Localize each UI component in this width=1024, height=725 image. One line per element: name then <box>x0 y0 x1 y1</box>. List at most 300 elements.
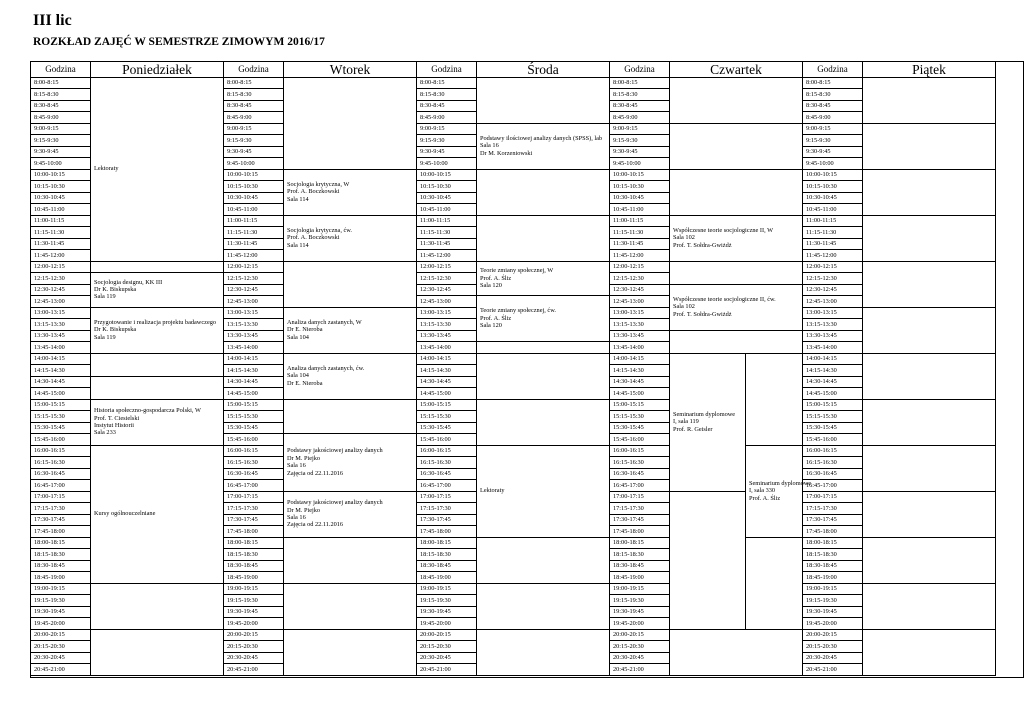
time-slot: 12:00-12:15 <box>417 262 477 274</box>
time-slot: 10:30-10:45 <box>803 193 863 205</box>
time-slot: 9:15-9:30 <box>803 135 863 147</box>
time-slot: 8:45-9:00 <box>417 112 477 124</box>
event-line: Prof. A. Śliz <box>480 314 512 322</box>
time-slot: 10:30-10:45 <box>224 193 284 205</box>
time-slot: 10:45-11:00 <box>224 204 284 216</box>
time-slot: 11:45-12:00 <box>610 250 670 262</box>
empty-block <box>284 262 417 308</box>
time-slot: 8:30-8:45 <box>417 101 477 113</box>
time-slot: 9:45-10:00 <box>610 158 670 170</box>
time-slot: 13:30-13:45 <box>224 331 284 343</box>
time-slot: 11:30-11:45 <box>417 239 477 251</box>
time-slot: 10:00-10:15 <box>417 170 477 182</box>
time-slot: 18:30-18:45 <box>803 561 863 573</box>
event-line: Sala 114 <box>287 241 309 249</box>
event-line: Podstawy jakościowej analizy danych <box>287 447 383 455</box>
time-slot: 9:00-9:15 <box>803 124 863 136</box>
time-slot: 17:45-18:00 <box>417 526 477 538</box>
day-header: Środa <box>477 62 610 78</box>
time-slot: 13:00-13:15 <box>224 308 284 320</box>
empty-block <box>670 170 803 216</box>
time-slot: 13:30-13:45 <box>31 331 91 343</box>
event-block <box>746 446 812 538</box>
time-slot: 12:45-13:00 <box>803 296 863 308</box>
time-column-header: Godzina <box>31 62 91 78</box>
time-slot: 11:30-11:45 <box>610 239 670 251</box>
time-slot: 9:15-9:30 <box>31 135 91 147</box>
event-line: Dr E. Nieroba <box>287 379 323 387</box>
event-block <box>477 124 610 170</box>
empty-block <box>284 630 417 676</box>
time-slot: 11:15-11:30 <box>31 227 91 239</box>
time-slot: 8:15-8:30 <box>610 89 670 101</box>
time-slot: 11:30-11:45 <box>224 239 284 251</box>
event-line: Prof. T. Sołdra-Gwiżdż <box>673 241 732 249</box>
time-slot: 11:30-11:45 <box>31 239 91 251</box>
time-slot: 13:45-14:00 <box>803 342 863 354</box>
event-block <box>284 216 417 262</box>
time-slot: 14:15-14:30 <box>803 365 863 377</box>
time-slot: 14:45-15:00 <box>31 388 91 400</box>
time-slot: 9:30-9:45 <box>610 147 670 159</box>
time-slot: 20:15-20:30 <box>417 641 477 653</box>
time-slot: 12:15-12:30 <box>417 273 477 285</box>
time-slot: 19:15-19:30 <box>803 595 863 607</box>
event-block <box>477 296 610 342</box>
time-slot: 14:30-14:45 <box>31 377 91 389</box>
time-slot: 14:30-14:45 <box>417 377 477 389</box>
time-slot: 13:30-13:45 <box>610 331 670 343</box>
event-line: Zajęcia od 22.11.2016 <box>287 469 344 477</box>
time-slot: 15:30-15:45 <box>224 423 284 435</box>
empty-block <box>670 630 803 676</box>
time-slot: 12:00-12:15 <box>224 262 284 274</box>
event-block <box>91 446 224 584</box>
event-line: Zajęcia od 22.11.2016 <box>287 521 344 529</box>
time-column-header: Godzina <box>417 62 477 78</box>
time-slot: 10:30-10:45 <box>610 193 670 205</box>
empty-block <box>863 630 996 676</box>
time-slot: 17:30-17:45 <box>31 515 91 527</box>
event-line: Dr K. Biskupska <box>94 286 137 294</box>
time-slot: 12:00-12:15 <box>31 262 91 274</box>
time-slot: 20:45-21:00 <box>417 664 477 676</box>
time-slot: 9:45-10:00 <box>417 158 477 170</box>
time-slot: 18:00-18:15 <box>803 538 863 550</box>
time-slot: 15:45-16:00 <box>31 434 91 446</box>
time-slot: 11:00-11:15 <box>31 216 91 228</box>
page-title: III lic <box>33 12 72 29</box>
time-slot: 16:15-16:30 <box>417 457 477 469</box>
time-slot: 18:00-18:15 <box>417 538 477 550</box>
time-slot: 14:30-14:45 <box>803 377 863 389</box>
time-slot: 14:45-15:00 <box>803 388 863 400</box>
event-line: Dr M. Piejko <box>287 454 321 462</box>
event-line: Instytut Historii <box>94 422 135 429</box>
time-slot: 8:00-8:15 <box>31 78 91 90</box>
time-slot: 20:45-21:00 <box>610 664 670 676</box>
time-slot: 13:15-13:30 <box>31 319 91 331</box>
empty-block <box>863 78 996 124</box>
event-line: Sala 119 <box>94 293 116 301</box>
time-slot: 19:15-19:30 <box>417 595 477 607</box>
page-subtitle: ROZKŁAD ZAJĘĆ W SEMESTRZE ZIMOWYM 2016/17 <box>33 36 325 48</box>
time-slot: 19:30-19:45 <box>224 607 284 619</box>
time-slot: 16:00-16:15 <box>610 446 670 458</box>
time-slot: 12:15-12:30 <box>31 273 91 285</box>
time-slot: 17:00-17:15 <box>417 492 477 504</box>
empty-block <box>670 262 803 285</box>
time-slot: 16:45-17:00 <box>417 480 477 492</box>
empty-block <box>477 342 610 354</box>
event-line: Socjologia designu, KK III <box>94 278 163 286</box>
time-slot: 8:30-8:45 <box>803 101 863 113</box>
time-slot: 13:15-13:30 <box>417 319 477 331</box>
time-slot: 19:00-19:15 <box>31 584 91 596</box>
time-slot: 9:00-9:15 <box>610 124 670 136</box>
time-slot: 15:00-15:15 <box>803 400 863 412</box>
time-slot: 10:00-10:15 <box>224 170 284 182</box>
time-slot: 15:00-15:15 <box>417 400 477 412</box>
time-slot: 16:00-16:15 <box>224 446 284 458</box>
event-block <box>284 354 417 400</box>
time-slot: 16:30-16:45 <box>610 469 670 481</box>
empty-block <box>91 354 224 377</box>
time-slot: 12:45-13:00 <box>31 296 91 308</box>
time-slot: 9:00-9:15 <box>31 124 91 136</box>
time-slot: 8:15-8:30 <box>31 89 91 101</box>
time-slot: 10:15-10:30 <box>31 181 91 193</box>
time-slot: 10:45-11:00 <box>31 204 91 216</box>
time-slot: 12:15-12:30 <box>610 273 670 285</box>
time-slot: 13:45-14:00 <box>31 342 91 354</box>
event-line: Dr K. Biskupska <box>94 326 137 334</box>
time-slot: 19:45-20:00 <box>610 618 670 630</box>
event-block <box>670 285 803 331</box>
event-line: Seminarium dyplomowe <box>673 410 736 418</box>
time-slot: 19:30-19:45 <box>31 607 91 619</box>
event-block <box>91 78 224 262</box>
time-slot: 8:30-8:45 <box>610 101 670 113</box>
event-line: Lektoraty <box>480 487 505 495</box>
event-line: I, sala 119 <box>673 418 699 426</box>
time-slot: 17:00-17:15 <box>803 492 863 504</box>
time-slot: 20:15-20:30 <box>31 641 91 653</box>
time-slot: 12:45-13:00 <box>610 296 670 308</box>
empty-block <box>477 584 610 630</box>
time-slot: 10:45-11:00 <box>803 204 863 216</box>
time-slot: 20:15-20:30 <box>803 641 863 653</box>
time-slot: 10:15-10:30 <box>803 181 863 193</box>
time-slot: 9:30-9:45 <box>803 147 863 159</box>
time-slot: 18:45-19:00 <box>224 572 284 584</box>
time-slot: 16:00-16:15 <box>417 446 477 458</box>
empty-block <box>477 538 610 584</box>
time-slot: 9:15-9:30 <box>417 135 477 147</box>
time-slot: 12:30-12:45 <box>417 285 477 297</box>
time-slot: 11:00-11:15 <box>610 216 670 228</box>
empty-block <box>91 630 224 676</box>
time-slot: 9:30-9:45 <box>417 147 477 159</box>
time-slot: 10:00-10:15 <box>803 170 863 182</box>
event-block <box>284 170 417 216</box>
time-slot: 15:45-16:00 <box>610 434 670 446</box>
event-line: Lektoraty <box>94 165 119 173</box>
time-slot: 8:30-8:45 <box>224 101 284 113</box>
time-slot: 17:00-17:15 <box>224 492 284 504</box>
empty-block <box>477 170 610 216</box>
empty-block <box>477 78 610 124</box>
empty-block <box>863 262 996 308</box>
time-slot: 14:45-15:00 <box>610 388 670 400</box>
event-block <box>284 308 417 354</box>
time-slot: 11:45-12:00 <box>803 250 863 262</box>
empty-block <box>284 78 417 170</box>
empty-block <box>863 492 996 538</box>
time-slot: 17:15-17:30 <box>610 503 670 515</box>
time-slot: 20:00-20:15 <box>803 630 863 642</box>
time-slot: 14:15-14:30 <box>610 365 670 377</box>
time-slot: 12:30-12:45 <box>610 285 670 297</box>
time-slot: 10:30-10:45 <box>31 193 91 205</box>
time-slot: 8:45-9:00 <box>803 112 863 124</box>
time-slot: 8:00-8:15 <box>417 78 477 90</box>
empty-block <box>863 584 996 630</box>
time-slot: 18:15-18:30 <box>803 549 863 561</box>
time-slot: 16:15-16:30 <box>224 457 284 469</box>
time-slot: 8:15-8:30 <box>417 89 477 101</box>
event-line: I, sala 330 <box>749 487 776 495</box>
event-line: Prof. R. Geisler <box>673 425 713 433</box>
event-line: Podstawy jakościowej analizy danych <box>287 499 383 507</box>
time-slot: 15:15-15:30 <box>224 411 284 423</box>
time-slot: 20:00-20:15 <box>610 630 670 642</box>
event-line: Socjologia krytyczna, W <box>287 180 350 188</box>
time-slot: 9:45-10:00 <box>224 158 284 170</box>
time-slot: 12:00-12:15 <box>610 262 670 274</box>
event-block <box>284 492 417 538</box>
time-slot: 15:30-15:45 <box>417 423 477 435</box>
event-line: Historia społeczno-gospodarcza Polski, W <box>94 407 201 415</box>
event-line: Sala 16 <box>287 514 306 521</box>
time-slot: 17:30-17:45 <box>803 515 863 527</box>
event-line: Sala 104 <box>287 333 309 341</box>
time-slot: 11:00-11:15 <box>803 216 863 228</box>
event-line: Dr M. Korzeniowski <box>480 149 533 157</box>
time-slot: 13:00-13:15 <box>417 308 477 320</box>
time-slot: 8:45-9:00 <box>31 112 91 124</box>
time-slot: 10:15-10:30 <box>610 181 670 193</box>
time-column-header: Godzina <box>224 62 284 78</box>
time-slot: 16:00-16:15 <box>803 446 863 458</box>
time-slot: 9:30-9:45 <box>31 147 91 159</box>
time-slot: 15:15-15:30 <box>31 411 91 423</box>
time-slot: 8:00-8:15 <box>610 78 670 90</box>
time-slot: 14:45-15:00 <box>417 388 477 400</box>
time-slot: 18:00-18:15 <box>610 538 670 550</box>
time-slot: 15:45-16:00 <box>803 434 863 446</box>
event-line: Przygotowanie i realizacja projektu badawczego <box>94 318 217 326</box>
time-slot: 18:30-18:45 <box>417 561 477 573</box>
event-line: Prof. A. Boczkowski <box>287 188 340 196</box>
empty-block <box>863 308 996 354</box>
time-slot: 19:30-19:45 <box>610 607 670 619</box>
time-slot: 19:00-19:15 <box>224 584 284 596</box>
time-slot: 15:30-15:45 <box>31 423 91 435</box>
time-slot: 14:30-14:45 <box>610 377 670 389</box>
time-slot: 10:00-10:15 <box>31 170 91 182</box>
empty-block <box>670 492 746 630</box>
time-slot: 13:30-13:45 <box>417 331 477 343</box>
event-block <box>670 216 803 262</box>
time-slot: 9:15-9:30 <box>224 135 284 147</box>
event-line: Sala 104 <box>287 372 309 380</box>
time-slot: 18:45-19:00 <box>803 572 863 584</box>
time-slot: 11:45-12:00 <box>417 250 477 262</box>
event-line: Podstawy ilościowej analizy danych (SPSS), lab <box>480 134 603 142</box>
empty-block <box>477 216 610 262</box>
time-slot: 18:30-18:45 <box>224 561 284 573</box>
time-slot: 12:00-12:15 <box>803 262 863 274</box>
time-slot: 13:45-14:00 <box>610 342 670 354</box>
time-slot: 14:00-14:15 <box>803 354 863 366</box>
time-slot: 15:15-15:30 <box>417 411 477 423</box>
event-line: Teorie zmiany społecznej, ćw. <box>480 307 556 315</box>
event-line: Sala 102 <box>673 234 695 242</box>
time-slot: 11:45-12:00 <box>31 250 91 262</box>
day-header: Poniedziałek <box>91 62 224 78</box>
empty-block <box>91 262 224 274</box>
event-line: Sala 16 <box>287 462 306 470</box>
time-slot: 20:30-20:45 <box>803 653 863 665</box>
empty-block <box>863 354 996 400</box>
time-slot: 17:15-17:30 <box>417 503 477 515</box>
time-slot: 8:00-8:15 <box>224 78 284 90</box>
empty-block <box>670 331 803 354</box>
time-slot: 16:45-17:00 <box>224 480 284 492</box>
time-slot: 12:30-12:45 <box>803 285 863 297</box>
empty-block <box>863 124 996 170</box>
time-slot: 20:00-20:15 <box>224 630 284 642</box>
event-line: Sala 120 <box>480 281 502 289</box>
time-slot: 10:00-10:15 <box>610 170 670 182</box>
time-slot: 13:45-14:00 <box>417 342 477 354</box>
empty-block <box>284 584 417 630</box>
event-line: Prof. T. Sołdra-Gwiżdż <box>673 310 732 318</box>
time-slot: 14:00-14:15 <box>31 354 91 366</box>
time-slot: 15:45-16:00 <box>417 434 477 446</box>
time-slot: 11:45-12:00 <box>224 250 284 262</box>
time-slot: 9:45-10:00 <box>803 158 863 170</box>
time-slot: 11:00-11:15 <box>417 216 477 228</box>
time-slot: 19:00-19:15 <box>417 584 477 596</box>
time-slot: 14:15-14:30 <box>31 365 91 377</box>
time-slot: 16:45-17:00 <box>803 480 863 492</box>
time-slot: 15:45-16:00 <box>224 434 284 446</box>
event-line: Dr M. Piejko <box>287 506 321 514</box>
time-slot: 18:45-19:00 <box>417 572 477 584</box>
time-slot: 16:15-16:30 <box>31 457 91 469</box>
time-slot: 15:30-15:45 <box>610 423 670 435</box>
time-slot: 16:15-16:30 <box>803 457 863 469</box>
time-slot: 16:30-16:45 <box>224 469 284 481</box>
time-slot: 8:30-8:45 <box>31 101 91 113</box>
time-slot: 13:00-13:15 <box>610 308 670 320</box>
time-slot: 12:45-13:00 <box>224 296 284 308</box>
empty-block <box>284 400 417 435</box>
time-slot: 20:30-20:45 <box>417 653 477 665</box>
time-slot: 17:45-18:00 <box>610 526 670 538</box>
time-slot: 19:30-19:45 <box>803 607 863 619</box>
time-slot: 18:00-18:15 <box>31 538 91 550</box>
event-line: Analiza danych zastanych, W <box>287 318 362 326</box>
time-slot: 17:30-17:45 <box>224 515 284 527</box>
event-block <box>91 273 224 308</box>
time-slot: 15:00-15:15 <box>610 400 670 412</box>
time-slot: 17:15-17:30 <box>803 503 863 515</box>
event-line: Współczesne teorie socjologiczne II, W <box>673 226 774 234</box>
empty-block <box>670 124 803 170</box>
time-slot: 17:00-17:15 <box>610 492 670 504</box>
event-block <box>477 446 610 538</box>
time-slot: 20:30-20:45 <box>31 653 91 665</box>
event-line: Sala 102 <box>673 303 695 311</box>
time-slot: 8:45-9:00 <box>224 112 284 124</box>
time-slot: 13:15-13:30 <box>224 319 284 331</box>
event-line: Sala 16 <box>480 142 499 150</box>
time-slot: 16:00-16:15 <box>31 446 91 458</box>
time-slot: 20:45-21:00 <box>224 664 284 676</box>
time-slot: 9:30-9:45 <box>224 147 284 159</box>
time-slot: 15:00-15:15 <box>31 400 91 412</box>
event-line: Analiza danych zastanych, ćw. <box>287 364 365 372</box>
empty-block <box>284 538 417 584</box>
time-slot: 17:45-18:00 <box>224 526 284 538</box>
time-slot: 20:00-20:15 <box>31 630 91 642</box>
time-slot: 11:30-11:45 <box>803 239 863 251</box>
event-line: Prof. A. Śliz <box>480 274 512 282</box>
time-slot: 19:15-19:30 <box>610 595 670 607</box>
event-line: Sala 119 <box>94 333 116 341</box>
event-block <box>477 262 610 297</box>
time-slot: 14:00-14:15 <box>610 354 670 366</box>
empty-block <box>477 354 610 400</box>
time-slot: 14:45-15:00 <box>224 388 284 400</box>
event-line: Sala 233 <box>94 429 116 437</box>
time-slot: 20:15-20:30 <box>610 641 670 653</box>
time-slot: 20:45-21:00 <box>803 664 863 676</box>
time-slot: 13:15-13:30 <box>610 319 670 331</box>
event-block <box>91 400 224 446</box>
time-slot: 14:00-14:15 <box>224 354 284 366</box>
empty-block <box>670 78 803 124</box>
event-line: Dr E. Nieroba <box>287 326 323 334</box>
empty-block <box>863 400 996 446</box>
time-slot: 10:45-11:00 <box>610 204 670 216</box>
time-slot: 19:45-20:00 <box>417 618 477 630</box>
time-slot: 11:00-11:15 <box>224 216 284 228</box>
time-slot: 19:45-20:00 <box>224 618 284 630</box>
time-slot: 20:30-20:45 <box>224 653 284 665</box>
time-column-header: Godzina <box>610 62 670 78</box>
time-slot: 19:30-19:45 <box>417 607 477 619</box>
time-slot: 14:15-14:30 <box>224 365 284 377</box>
time-slot: 16:45-17:00 <box>610 480 670 492</box>
empty-block <box>863 216 996 262</box>
time-slot: 17:30-17:45 <box>417 515 477 527</box>
empty-block <box>477 630 610 676</box>
time-slot: 19:45-20:00 <box>803 618 863 630</box>
